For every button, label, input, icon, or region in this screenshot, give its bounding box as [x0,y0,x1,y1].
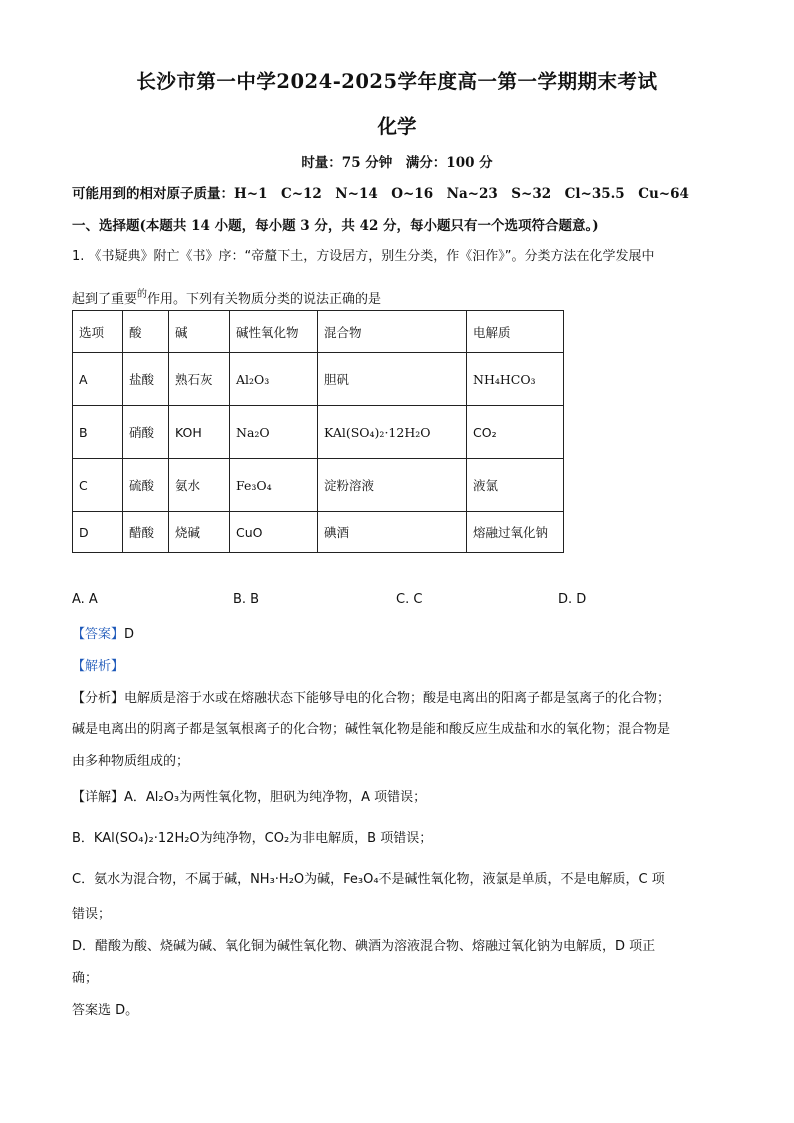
header-cell: 碱性氧化物 [230,311,318,353]
analysis-label [72,655,124,674]
detail-label: 【详解】 [72,790,125,805]
detail-line-b: B．KAl(SO₄)₂·12H₂O为纯净物，CO₂为非电解质，B 项错误； [72,831,433,846]
table-row [73,512,564,553]
detail-line-c1: C．氨水为混合物，不属于碱，NH₃·H₂O为碱，Fe₃O₄不是碱性氧化物，液氯是单质，不是电解质，C 项 [72,872,665,887]
table-cell: 烧碱 [169,512,230,553]
table-cell: CO₂ [467,406,564,459]
detail-line-c2: 错误； [72,907,112,922]
table-cell: A [73,353,123,406]
fenxi-label: 【分析】 [72,691,125,706]
table-cell: B [73,406,123,459]
table-row [73,353,564,406]
table-cell: D [73,512,123,553]
answer-value: D [124,627,135,642]
table-cell: 淀粉溶液 [318,459,467,512]
header-cell: 碱 [169,311,230,353]
stem-text: 作用。下列有关物质分类的说法正确的是 [147,292,382,307]
analysis-heading: 【解析】 [72,659,125,674]
question-1-stem-line2 [72,285,381,307]
exam-title: 长沙市第一中学2024-2025学年度高一第一学期期末考试 [136,70,658,93]
table-cell: 液氯 [467,459,564,512]
detail-line-d2: 确； [72,971,99,986]
stem-sup: 的 [137,289,148,300]
table-cell: Al₂O₃ [230,353,318,406]
table-cell: 碘酒 [318,512,467,553]
table-cell: 熟石灰 [169,353,230,406]
section-heading: 一、选择题(本题共 14 小题，每小题 3 分，共 42 分，每小题只有一个选项符合题意。) [72,218,599,234]
stem-text: 起到了重要 [72,292,138,307]
table-cell: 熔融过氧化钠 [467,512,564,553]
time-and-score: 时量：75 分钟 满分：100 分 [301,155,493,171]
option-c[interactable]: C. C [396,592,423,607]
question-1-stem-line1: 1. 《书疑典》附亡《书》序：“帝釐下土，方设居方，别生分类，作《汩作》”。分类方法在化学发展中 [72,249,655,264]
option-d[interactable]: D. D [558,592,587,607]
header-cell: 混合物 [318,311,467,353]
table-cell: C [73,459,123,512]
answer-line [72,623,134,642]
table-cell: 胆矾 [318,353,467,406]
option-b[interactable]: B. B [233,592,260,607]
detail-line-a [72,786,426,805]
atomic-masses: 可能用到的相对原子质量：H~1 C~12 N~14 O~16 Na~23 S~32 Cl~35.5 Cu~64 [72,186,689,202]
answer-label: 【答案】 [72,627,125,642]
table-cell: 硝酸 [123,406,169,459]
fenxi-line-1 [72,687,670,706]
header-cell: 电解质 [467,311,564,353]
table-cell: Fe₃O₄ [230,459,318,512]
table-row [73,459,564,512]
detail-text: A．Al₂O₃为两性氧化物，胆矾为纯净物，A 项错误； [124,790,427,805]
fenxi-line-2: 碱是电离出的阴离子都是氢氧根离子的化合物；碱性氧化物是能和酸反应生成盐和水的氧化物；混合物是 [72,722,671,737]
option-a[interactable]: A. A [72,592,98,607]
table-cell: NH₄HCO₃ [467,353,564,406]
table-header-row [73,311,564,353]
header-cell: 选项 [73,311,123,353]
table-cell: KAl(SO₄)₂·12H₂O [318,406,467,459]
detail-line-d1: D．醋酸为酸、烧碱为碱、氧化铜为碱性氧化物、碘酒为溶液混合物、熔融过氧化钠为电解质，D 项正 [72,939,656,954]
table-cell: 氨水 [169,459,230,512]
table-cell: 盐酸 [123,353,169,406]
fenxi-line-3: 由多种物质组成的； [72,754,190,769]
table-cell: 硫酸 [123,459,169,512]
table-cell: KOH [169,406,230,459]
table-row [73,406,564,459]
table-cell: Na₂O [230,406,318,459]
header-cell: 酸 [123,311,169,353]
fenxi-text: 电解质是溶于水或在熔融状态下能够导电的化合物；酸是电离出的阳离子都是氢离子的化合物； [124,691,671,706]
classification-table [72,310,564,553]
table-cell: 醋酸 [123,512,169,553]
table-cell: CuO [230,512,318,553]
conclusion-line: 答案选 D。 [72,1003,139,1018]
subject-title: 化学 [377,115,417,138]
